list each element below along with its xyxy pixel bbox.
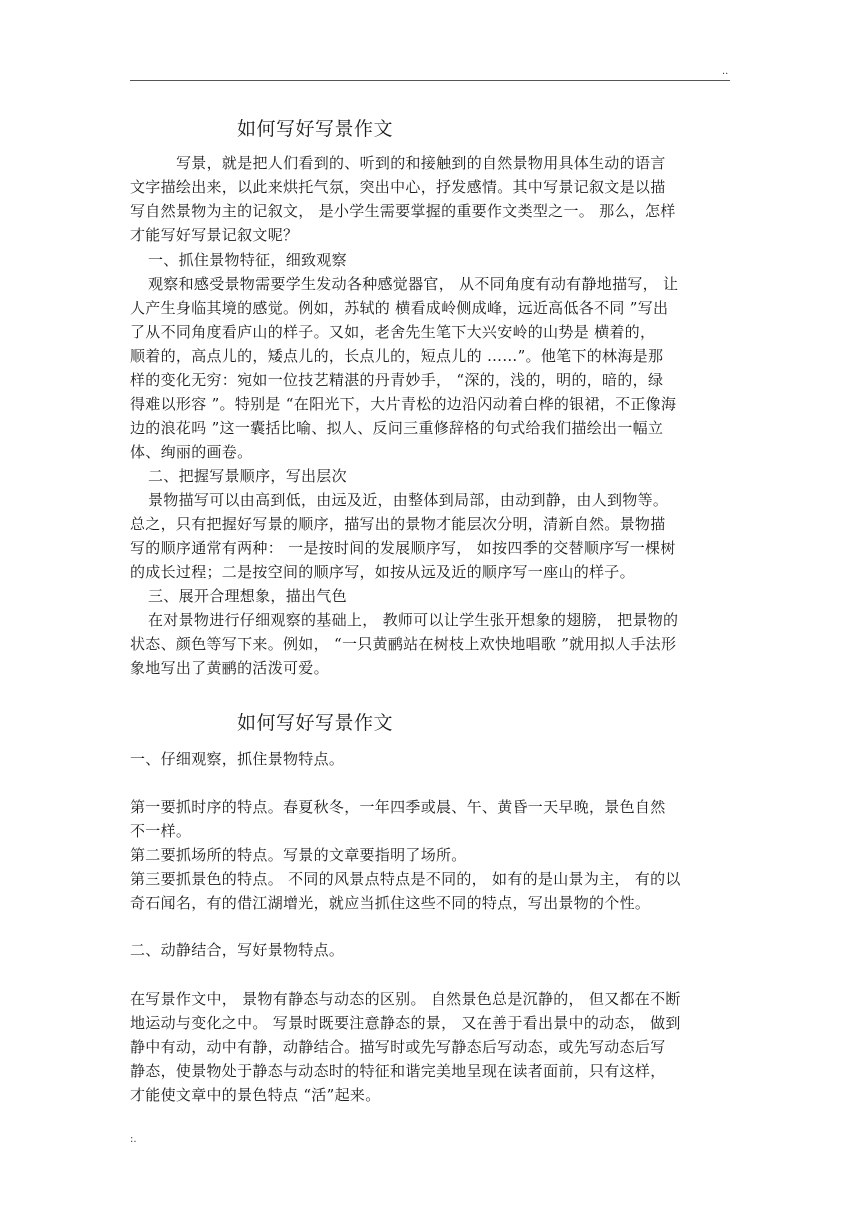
article1-line: 状态、颜色等写下来。例如， “一只黄鹂站在树枝上欢快地唱歌 ”就用拟人手法形	[130, 635, 677, 653]
article2-line: 静态，使景物处于静态与动态时的特征和谐完美地呈现在读者面前，只有这样，	[130, 1062, 666, 1080]
article1-line: 写自然景物为主的记叙文， 是小学生需要掌握的重要作文类型之一。 那么，怎样	[130, 202, 676, 220]
article2-line: 在写景作文中， 景物有静态与动态的区别。 自然景色总是沉静的， 但又都在不断	[130, 990, 681, 1008]
article1-title: 如何写好写景作文	[237, 118, 394, 140]
article1-heading: 一、抓住景物特征，细致观察	[148, 251, 347, 269]
article1-heading: 二、把握写景顺序，写出层次	[148, 467, 347, 485]
article2-heading: 二、动静结合，写好景物特点。	[130, 941, 345, 959]
article2-line: 才能使文章中的景色特点 “活”起来。	[130, 1086, 381, 1104]
article2-line: 地运动与变化之中。 写景时既要注意静态的景， 又在善于看出景中的动态， 做到	[130, 1014, 681, 1032]
article1-line: 的成长过程；二是按空间的顺序写，如按从远及近的顺序写一座山的样子。	[130, 563, 635, 581]
article1-line: 写的顺序通常有两种： 一是按时间的发展顺序写， 如按四季的交替顺序写一棵树	[130, 539, 676, 557]
article1-line: 文字描绘出来，以此来烘托气氛，突出中心，抒发感情。其中写景记叙文是以描	[130, 178, 666, 196]
article2-line: 不一样。	[130, 822, 192, 840]
article1-line: 象地写出了黄鹂的活泼可爱。	[130, 659, 329, 677]
article1-heading: 三、展开合理想象，描出气色	[148, 587, 347, 605]
header-rule	[130, 80, 730, 81]
article1-line: 景物描写可以由高到低，由远及近，由整体到局部，由动到静，由人到物等。	[148, 491, 669, 509]
article1-line: 顺着的，高点儿的，矮点儿的，长点儿的，短点儿的 ……”。他笔下的林海是那	[130, 347, 664, 365]
article2-line: 第一要抓时序的特点。春夏秋冬，一年四季或晨、午、黄昏一天早晚，景色自然	[130, 798, 666, 816]
article1-line: 边的浪花吗 ”这一囊括比喻、拟人、反问三重修辞格的句式给我们描绘出一幅立	[130, 419, 664, 437]
header-mark: ..	[722, 66, 729, 77]
article2-line: 奇石闻名，有的借江湖增光，就应当抓住这些不同的特点，写出景物的个性。	[130, 894, 651, 912]
article1-line: 得难以形容 ”。特别是 “在阳光下，大片青松的边沿闪动着白桦的银裙，不正像海	[130, 395, 677, 413]
footer-mark: :.	[130, 1134, 137, 1145]
article1-line: 观察和感受景物需要学生发动各种感觉器官， 从不同角度有动有静地描写， 让	[148, 275, 679, 293]
article2-line: 第二要抓场所的特点。写景的文章要指明了场所。	[130, 846, 467, 864]
article2-line: 静中有动，动中有静，动静结合。描写时或先写静态后写动态，或先写动态后写	[130, 1038, 666, 1056]
article1-line: 体、绚丽的画卷。	[130, 443, 253, 461]
article1-line: 在对景物进行仔细观察的基础上， 教师可以让学生张开想象的翅膀， 把景物的	[148, 611, 679, 629]
article1-line: 总之，只有把握好写景的顺序，描写出的景物才能层次分明，清新自然。景物描	[130, 515, 666, 533]
article1-line: 样的变化无穷：宛如一位技艺精湛的丹青妙手， “深的，浅的，明的，暗的，绿	[130, 371, 664, 389]
article2-heading: 一、仔细观察，抓住景物特点。	[130, 750, 345, 768]
article1-line: 了从不同角度看庐山的样子。又如，老舍先生笔下大兴安岭的山势是 横着的，	[130, 323, 656, 341]
article2-line: 第三要抓景色的特点。 不同的风景点特点是不同的， 如有的是山景为主， 有的以	[130, 870, 681, 888]
article2-title: 如何写好写景作文	[237, 712, 394, 734]
article1-line: 才能写好写景记叙文呢？	[130, 226, 299, 244]
article1-line: 人产生身临其境的感觉。例如，苏轼的 横看成岭侧成峰，远近高低各不同 ”写出	[130, 299, 669, 317]
article1-line: 写景，就是把人们看到的、听到的和接触到的自然景物用具体生动的语言	[176, 154, 666, 172]
